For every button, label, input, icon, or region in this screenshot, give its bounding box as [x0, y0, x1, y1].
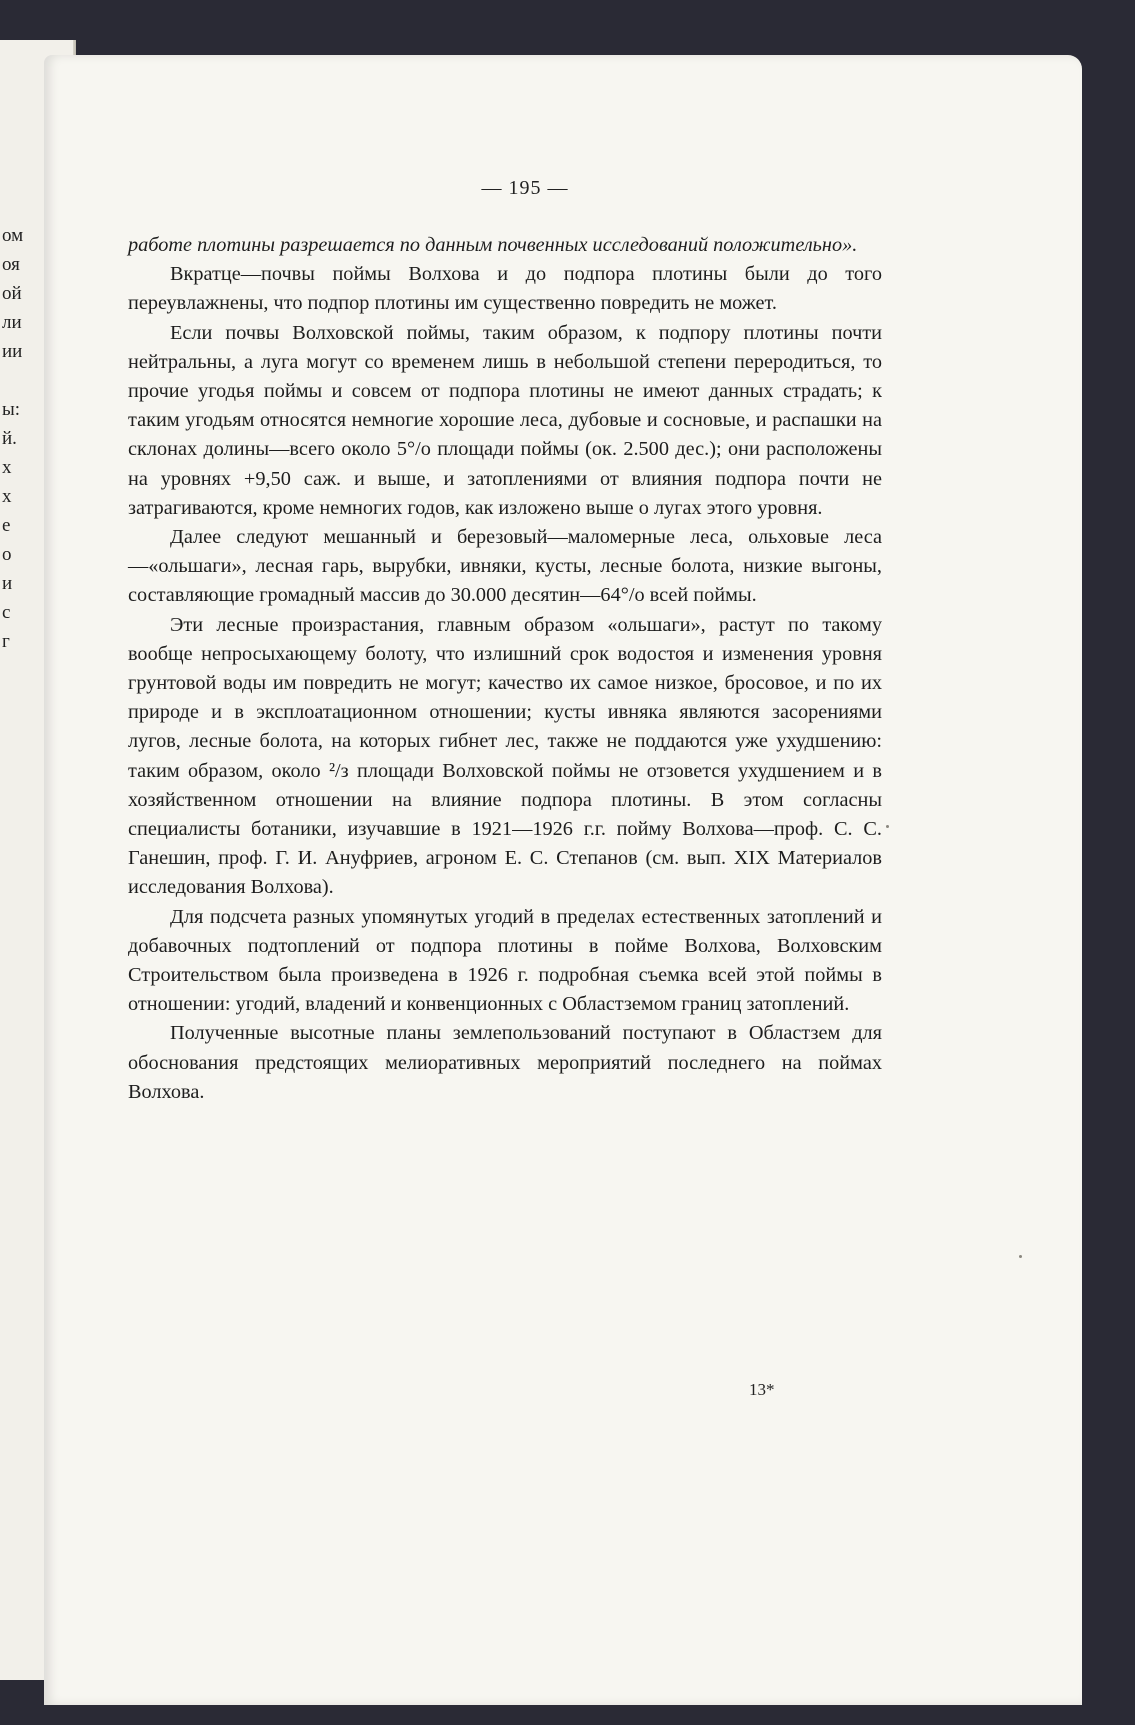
left-page-fragment: с — [2, 602, 11, 623]
paragraph: Если почвы Волховской поймы, таким образом, к подпору плотины почти нейтральны, а луга могут со временем лишь в небольшой степени переродиться, то прочие угодья поймы и совсем от подпора плотины не имеют данных страдать; к таким угодьям относятся немногие хорошие леса, дубовые и сосновые, и распашки на склонах долины—всего около 5°/о площади поймы (ок. 2.500 дес.); они расположены на уровнях +9,50 саж. и выше, и затоплениями от влияния подпора почти не затрагиваются, кроме немногих годов, как изложено выше о лугах этого уровня. — [128, 321, 882, 519]
page-number: — 195 — — [481, 177, 569, 199]
left-page-fragment: о — [2, 544, 12, 565]
paragraph: Полученные высотные планы землепользований поступают в Областзем для обоснования предстоящих мелиоративных мероприятий последнего на поймах Волхова. — [128, 1022, 882, 1103]
paragraph: Далее следуют мешанный и березовый—маломерные леса, ольховые леса—«ольшаги», лесная гарь, вырубки, ивняки, кусты, лесные болота, низкие выгоны, составляющие громадный массив до 30.000 десятин—64°/о всей поймы. — [128, 526, 882, 607]
paper-speck — [1019, 1255, 1022, 1258]
paragraph: работе плотины разрешается по данным почвенных исследований положительно». — [128, 234, 858, 256]
paragraph: Для подсчета разных упомянутых угодий в пределах естественных затоплений и добавочных подтоплений от подпора плотины в пойме Волхова, Волховским Строительством была произведена в 1926 г. подробная съемка всей этой поймы в отношении: угодий, владений и конвенционных с Областземом границ затоплений. — [128, 905, 882, 1016]
left-page-fragment: ой — [2, 283, 22, 304]
left-page-fragment: е — [2, 515, 11, 536]
left-page-fragment: и — [2, 573, 13, 594]
left-page-fragment: й. — [2, 428, 17, 449]
page-body-text — [128, 231, 882, 1107]
left-page-fragment: х — [2, 486, 12, 507]
left-page-fragment: ом — [2, 225, 24, 246]
signature-mark: 13* — [749, 1380, 775, 1399]
paragraph: Эти лесные произрастания, главным образом «ольшаги», растут по такому вообще непросыхающему болоту, что излишний срок водостоя и изменения уровня грунтовой воды им повредить не могут; качество их самое низкое, бросовое, и по их природе и в эксплоатационном отношении; кусты ивняка являются засорениями лугов, лесные болота, на которых гибнет лес, также не поддаются уже ухудшению: таким образом, около ²/з площади Волховской поймы не отзовется ухудшением и в хозяйственном отношении на влияние подпора плотины. В этом согласны специалисты ботаники, изучавшие в 1921—1926 г.г. пойму Волхова—проф. С. С. Ганешин, проф. Г. И. Ануфриев, агроном Е. С. Степанов (см. вып. XIX Материалов исследования Волхова). — [128, 613, 882, 899]
paper-speck — [886, 825, 889, 828]
left-page-fragment: оя — [2, 254, 20, 275]
left-page-fragment: х — [2, 457, 12, 478]
left-page-fragment: ли — [2, 312, 22, 333]
left-page-fragment: г — [2, 631, 10, 652]
paragraph: Вкратце—почвы поймы Волхова и до подпора плотины были до того переувлажнены, что подпор плотины им существенно повредить не может. — [128, 263, 882, 315]
book-page — [44, 55, 1082, 1705]
left-page-fragment: ии — [2, 341, 23, 362]
left-page-fragment: ы: — [2, 399, 21, 420]
